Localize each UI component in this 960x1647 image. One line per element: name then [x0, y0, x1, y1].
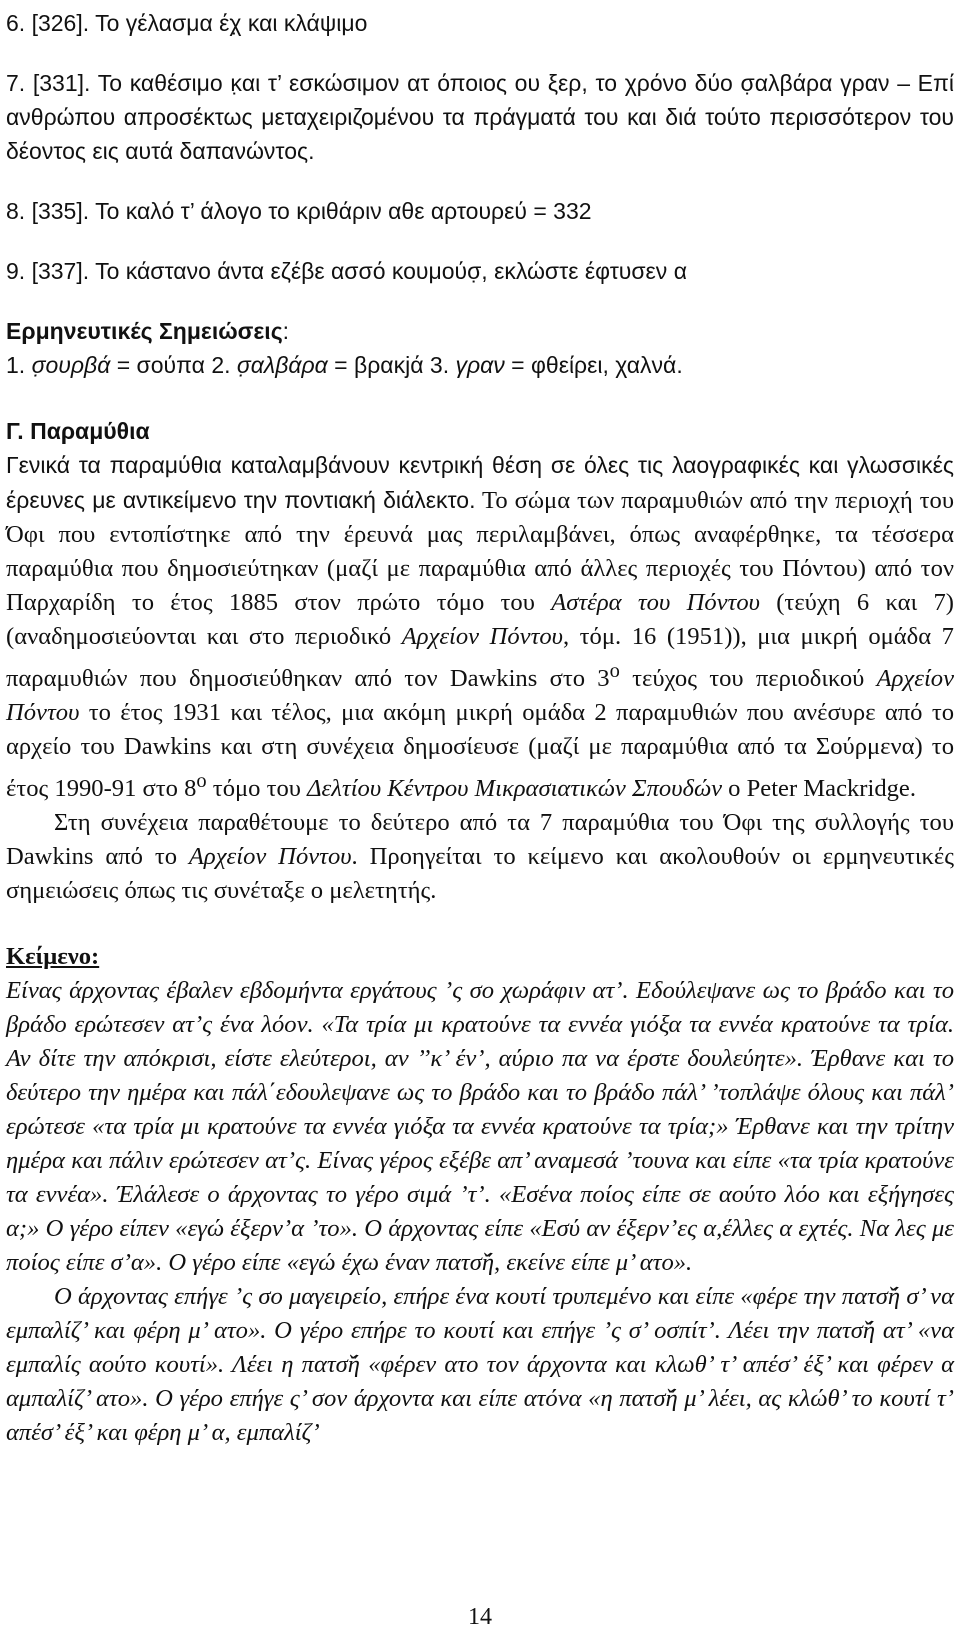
section-title: Γ. Παραμύθια	[6, 418, 150, 444]
note-1-term: σ̣ουρβά	[31, 352, 111, 378]
section-intro: Γενικά τα παραμύθια καταλαμβάνουν κεντρική θέση σε όλες τις λαογραφικές και γλωσσικές έρευνες με αντικείμενο την ποντιακή διάλεκτο.	[6, 452, 954, 513]
section-paragraph-2	[6, 806, 954, 908]
notes-heading: Ερμηνευτικές Σημειώσεις	[6, 318, 283, 344]
paragraph-text: . Προηγείται το κείμενο και ακολουθούν οι ερμηνευτικές σημειώσεις όπως τις συνέταξε ο μελετητής.	[6, 843, 954, 905]
ordinal-superscript: ο	[196, 770, 207, 793]
text-heading: Κείμενο:	[6, 943, 100, 971]
entry-7: 7. [331]. Το καθέσιμο κ̣αι τ’ εσκώσιμον ατ όποιος ου ξερ, το χρόνο δύο σ̣αλβάρα γραν – Επί ανθρώπου απροσέκτως μεταχειριζομένου τα πράγματά του και διά τούτο περισσότερον του δέοντος εις αυτά δαπανώντος.	[6, 70, 954, 164]
note-1-number: 1.	[6, 352, 32, 378]
notes-line	[6, 348, 954, 382]
ordinal-superscript: ο	[609, 660, 620, 682]
paragraph-text: ο Peter Mackridge.	[722, 775, 916, 803]
entry-6: 6. [326]. Το γέλασμα έχ̣ και κλάψιμο	[6, 10, 368, 36]
paragraph-text: το έτος 1931 και τέλος, μια ακόμη μικρή ομάδα 2 παραμυθιών που ανέσυρε από το αρχείο του Dawkins και στη συνέχεια δημοσίευσε (μαζί με παραμύθια από τα Σούρμενα) το έτος 1990-91 στο 8	[6, 699, 954, 803]
tales-section	[6, 414, 954, 908]
text-block	[6, 940, 954, 1450]
entry-8: 8. [335]. Το καλό τ’ άλογο το κριθάριν αθε αρτουρεύ = 332	[6, 198, 592, 224]
paragraph-text: τεύχος του περιοδικού	[619, 665, 877, 693]
note-2-definition: = βρακjά 3.	[327, 352, 456, 378]
tale-paragraph-1: Είνας άρχοντας έβαλεν εβδομήντα εργάτους ’ς σο χωράφιν ατ’. Εδούλεψανε ως το βράδο και το βράδο ερώτεσεν ατ’ς ένα λόον. «Τα τρία μι κρατούνε τα εννέα γιόξα τα εννέα κρατούνε τα τρία. Αν δίτε την απόκρισι, είστε ελεύτεροι, αν ’’κ’ έν’, αύριο πα να έρστε δουλεύητε». Έρθανε και το δεύτερο την ημέρα και πάλ΄εδουλεψανε ως το βράδο και το βράδο πάλ’ ’τοπλάψε όλους και πάλ’ ερώτεσε «τα τρία μι κρατούνε τα εννέα γιόξα τα εννέα κρατούνε τα τρία;» Έρθανε και την τρίτην ημέρα και πάλιν ερώτεσεν ατ’ς. Είνας γέρος εξέβε απ’ αναμεσά ’τουνα και είπε «τα τρία κρατούνε τα εννέα». Έλάλεσε ο άρχοντας το γέρο σιμά ’τ’. «Εσένα ποίος είπε σε αούτο λόο και εξήγησες α;» Ο γέρο είπεν «εγώ έξερν’α ’το». Ο άρχοντας είπε «Εσύ αν έξερν’ες α,έλλες α εχτές. Να λες με ποίος είπε σ’α». Ο γέρο είπε «εγώ έχω έναν πατσ̌ή, εκείνε είπε μ’ ατο».	[6, 977, 954, 1277]
journal-title: Δελτίου Κέντρου Μικρασιατικών Σπουδών	[307, 775, 723, 803]
entry-9: 9. [337]. Το κάστανο άντα εζέβε ασσό κουμούσ̣, εκλώστε έφτυσεν α	[6, 258, 687, 284]
journal-title: Αρχείον Πόντου	[401, 623, 563, 650]
note-2-term: σ̣αλβάρα	[236, 352, 328, 378]
note-3-definition: = φθείρει, χαλνά.	[504, 352, 683, 378]
interpretive-notes	[6, 314, 954, 382]
paragraph-text: Το σώμα των παραμυθιών από την περιοχή του Όφι που εντοπίστηκε από την έρευνά μας περιλαμβάνει, όπως αναφέρθηκε, τα τέσσερα παραμύθια που δημοσιεύτηκαν (μαζί με παραμύθια από άλλες περιοχές του Πόντου) από τον Παρχαρίδη το έτος 1885 στον πρώτο τόμο του	[6, 487, 954, 616]
tale-paragraph-2: Ο άρχοντας επήγε ’ς σο μαγειρείο, επήρε ένα κουτί τρυπεμένο και είπε «φέρε την πατσ̌ή σ’ να εμπαλίζ’ και φέρη μ’ ατο». Ο γέρο επήρε το κουτί και επήγε ’ς σ’ οσπίτ’. Λέει την πατσ̌ή ατ’ «να εμπαλίς αούτο κουτί». Λέει η πατσ̌ή «φέρεν ατο τον άρχοντα και κλωθ’ τ’ απέσ’ έξ’ και φέρεν α αμπαλίζ’ ατο». Ο γέρο επήγε ς’ σον άρχοντα και είπε ατόνα «η πατσ̌ή μ’ λέει, ας κλώθ’ το κουτί τ’ απέσ’ έξ’ και φέρη μ’ α, εμπαλίζ’	[6, 1283, 954, 1447]
paragraph-text: τόμο του	[206, 775, 308, 803]
note-3-term: γραν	[455, 352, 505, 378]
journal-title: Αστέρα του Πόντου	[551, 589, 760, 616]
paragraph-text: Στη συνέχεια παραθέτουμε το δεύτερο από τα 7 παραμύθια του Όφι της συλλογής του Dawkins από το	[6, 809, 954, 871]
notes-heading-colon: :	[282, 318, 290, 344]
page-number: 14	[468, 1604, 492, 1630]
paragraph-text: (τεύχη 6 και 7) (αναδημοσιεύονται και στο περιοδικό	[6, 589, 954, 650]
journal-title: Αρχείον Πόντου	[6, 665, 954, 727]
note-1-definition: = σούπα 2.	[110, 352, 237, 378]
paragraph-text: , τόμ. 16 (1951)), μια μικρή ομάδα 7 παραμυθιών που δημοσιεύθηκαν από τον Dawkins στο 3	[6, 623, 954, 693]
section-paragraph-1	[6, 448, 954, 806]
journal-title: Αρχείον Πόντου	[188, 843, 352, 871]
notes-heading-line	[6, 314, 954, 348]
